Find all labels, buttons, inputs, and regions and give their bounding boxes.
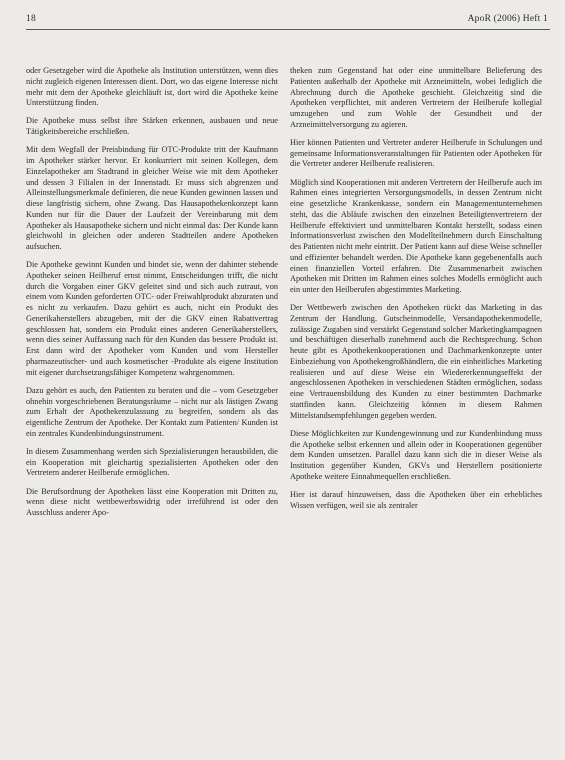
paragraph: Hier können Patienten und Vertreter anderer Heilberufe in Schulungen und gemeinsame Informationsveranstaltungen für Patienten oder Apotheken für die Vertreter anderer Heilberufe realisieren. — [290, 137, 542, 169]
paragraph: Diese Möglichkeiten zur Kundengewinnung und zur Kundenbindung muss die Apotheke selbst erkennen und allein oder in Kooperationen gegenüber dem Kunden umsetzen. Parallel dazu kann sich die in dieser Weise als Institution gegenüber Kunden, GKVs und Herstellern positionierte Apotheke weitere Einnahmequellen erschließen. — [290, 428, 542, 481]
right-column — [290, 66, 542, 519]
paragraph: Hier ist darauf hinzuweisen, dass die Apotheken über ein erhebliches Wissen verfügen, weil sie als zentraler — [290, 489, 542, 510]
paragraph: Der Wettbewerb zwischen den Apotheken rückt das Marketing in das Zentrum der Handlung. Gutscheinmodelle, Versandapothekenmodelle, zulässige Zugaben sind verstärkt Gegenstand solcher Marketingkampagnen und beschäftigen dieserhalb zunehmend auch die Rechtsprechung. Schon heute gibt es Apothekenkooperationen und Dachmarkenkonzepte unter Einbeziehung von Apothekengroßhändlern, die ein einheitliches Marketing realisieren und auf diese Weise ein Wiedererkennungseffekt der angeschlossenen Apotheken in verschiedenen Städten ermöglichen, sodass eine Vertrauensbildung des Kunden zu einer bestimmten Dachmarke stattfinden kann. Gleichzeitig können in diesem Rahmen Mittelstandsempfehlungen gegeben werden. — [290, 303, 542, 420]
paragraph: Die Apotheke muss selbst ihre Stärken erkennen, ausbauen und neue Tätigkeitsbereiche erschließen. — [26, 116, 278, 137]
left-column — [26, 66, 278, 526]
page-number: 18 — [26, 14, 36, 24]
paragraph: Möglich sind Kooperationen mit anderen Vertretern der Heilberufe auch im Rahmen eines integrierten Versorgungsmodells, in dessen Zentrum nicht eine gesetzliche Krankenkasse, sondern ein Managementunternehmen steht, das die Abläufe zwischen den einzelnen Beteiligtenvertretern der Heilberufe effektiviert und unmittelbaren Kontakt herstellt, sodass einen Informationsverlust zwischen den Modellteilnehmern durch Einschaltung des Patienten nicht mehr eintritt. Der Patient kann auf diese Weise schneller und effizienter behandelt werden. Die Apotheke kann gegebenenfalls auch einen finanziellen Vorteil erfahren. Die Zusammenarbeit zwischen Apotheken mit Dritten im Rahmen eines solches Modells ermöglicht auch ein unter den Heilberufen abgestimmtes Marketing. — [290, 177, 542, 295]
paragraph: Die Apotheke gewinnt Kunden und bindet sie, wenn der dahinter stehende Apotheker seinen Heilberuf ernst nimmt, Entscheidungen trifft, die nicht durch die Vorgaben einer GKV geleitet sind und sich auch zutraut, von einem vom Kunden geforderten OTC- oder Freiwahlprodukt abzuraten und es nicht zu verkaufen. Dazu gehört es auch, nicht ein Produkt des Generikaherstellers abzugeben, mit der die GKV einen Rabattvertrag geschlossen hat, sondern ein Produkt eines anderen Generikaherstellers, wenn dies seiner Auffassung nach für den Kunden das bessere Produkt ist. Erst dann wird der Apotheker vom Kunden und vom Hersteller pharmazeutischer- und auch kosmetischer -Produkte als eigene Institution mit eigener durchsetzungsfähiger Kompetenz wahrgenommen. — [26, 260, 278, 377]
paragraph: Die Berufsordnung der Apotheken lässt eine Kooperation mit Dritten zu, wenn diese nicht wettbewerbswidrig oder irreführend ist oder den Ausschluss anderer Apo- — [26, 486, 278, 518]
paragraph: oder Gesetzgeber wird die Apotheke als Institution unterstützen, wenn dies nicht zugleich eigenen Interessen dient. Dort, wo das eigene Interesse nicht mehr mit dem der Apotheke gleichläuft ist, dort wird die Apotheke keine Unterstützung finden. — [26, 66, 278, 108]
paragraph: Mit dem Wegfall der Preisbindung für OTC-Produkte tritt der Kaufmann im Apotheker stärker hervor. Er konkurriert mit seinen Kollegen, dem Einzelapotheker am Stadtrand in gleicher Weise wie mit dem Apotheker und dessen 3 Filialen in der Innenstadt. Er muss sich abgrenzen und Alleinstellungsmerkmale definieren, die neue Kunden gewinnen lassen und diese langfristig sichern, ohne Zwang. Das Hausapothekenkonzept kann Kunden nur für die Dauer der Laufzeit der Vereinbarung mit dem Apotheker als Hausapotheke sichern und nicht einmal das: Der Kunde kann gleichwohl in gleichen oder anderen Stadtteilen andere Apotheken aufsuchen. — [26, 145, 278, 252]
journal-reference: ApoR (2006) Heft 1 — [467, 14, 548, 24]
page-header — [26, 14, 548, 28]
paragraph: theken zum Gegenstand hat oder eine unmittelbare Belieferung des Patienten außerhalb der Apotheke mit Arzneimitteln, wobei lediglich die Abrechnung durch die Apotheke geschieht. Gleichzeitig sind die Apotheken verpflichtet, mit anderen Vertretern der Heilberufe kollegial umzugehen und zum Wohle der Gesundheit und der Arzneimittelversorgung zu agieren. — [290, 66, 542, 129]
paragraph: In diesem Zusammenhang werden sich Spezialisierungen herausbilden, die ein Kooperation mit gleichartig spezialisierten Apotheken oder den Vertretern anderer Heilberufe ermöglichen. — [26, 446, 278, 478]
header-rule — [26, 29, 550, 30]
paragraph: Dazu gehört es auch, den Patienten zu beraten und die – vom Gesetzgeber ohnehin vorgeschriebenen Beratungsräume – nicht nur als lästigen Zwang zum Erhalt der Apothekenzulassung zu begreifen, sondern als das eigentliche Zentrum der Apotheke. Der Kontakt zum Patienten/ Kunden ist ein zentrales Kundenbindungsinstrument. — [26, 385, 278, 438]
